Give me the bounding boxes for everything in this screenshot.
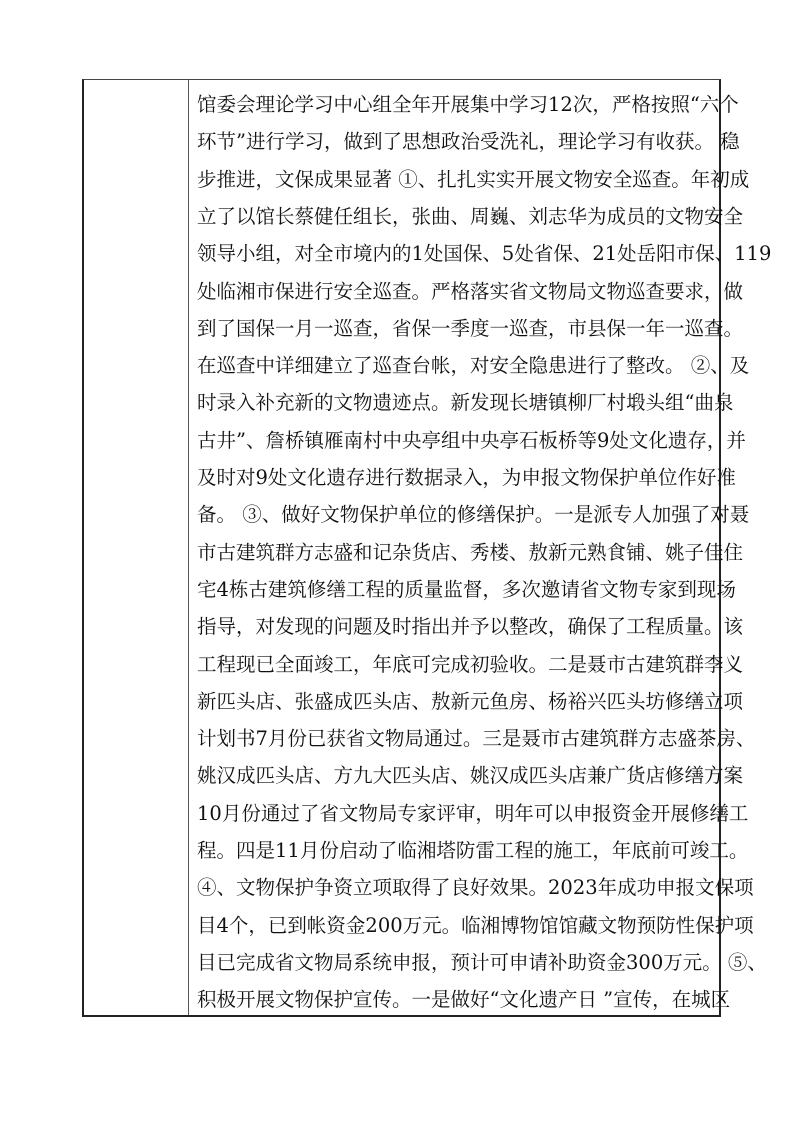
- document-table: [82, 79, 772, 1017]
- text-line: 工程现已全面竣工，年底可完成初验收。二是聂市古建筑群李义: [197, 652, 744, 676]
- text-line: 宅4栋古建筑修缮工程的质量监督，多次邀请省文物专家到现场: [197, 577, 736, 601]
- text-line: 新匹头店、张盛成匹头店、敖新元鱼房、杨裕兴匹头坊修缮立项: [197, 689, 744, 713]
- text-line: 市古建筑群方志盛和记杂货店、秀楼、敖新元熟食铺、姚子佳住: [197, 540, 744, 564]
- table-right-cell: [189, 80, 772, 1015]
- text-line: 备。 ③、做好文物保护单位的修缮保护。一是派专人加强了对聂: [197, 503, 750, 527]
- text-line: 计划书7月份已获省文物局通过。三是聂市古建筑群方志盛茶房、: [197, 727, 756, 751]
- text-line: 步推进，文保成果显著 ①、扎扎实实开展文物安全巡查。年初成: [197, 167, 750, 191]
- table-left-cell: [84, 80, 189, 1015]
- text-line: 目4个，已到帐资金200万元。临湘博物馆馆藏文物预防性保护项: [197, 913, 754, 937]
- text-line: 处临湘市保进行安全巡查。严格落实省文物局文物巡查要求，做: [197, 279, 744, 303]
- text-line: 在巡查中详细建立了巡查台帐，对安全隐患进行了整改。 ②、及: [197, 354, 750, 378]
- text-line: 到了国保一月一巡查，省保一季度一巡查，市县保一年一巡查。: [197, 316, 744, 340]
- text-line: 立了以馆长蔡健任组长，张曲、周巍、刘志华为成员的文物安全: [197, 204, 744, 228]
- text-line: 及时对9处文化遗存进行数据录入，为申报文物保护单位作好准: [197, 466, 736, 489]
- text-line: 指导，对发现的问题及时指出并予以整改，确保了工程质量。该: [197, 615, 744, 639]
- text-line: 程。四是11月份启动了临湘塔防雷工程的施工，年底前可竣工。: [197, 839, 749, 862]
- text-line: 古井”、詹桥镇雁南村中央亭组中央亭石板桥等9处文化遗存，并: [197, 428, 746, 452]
- text-line: 10月份通过了省文物局专家评审，明年可以申报资金开展修缮工: [197, 801, 749, 825]
- text-line: 领导小组，对全市境内的1处国保、5处省保、21处岳阳市保、119: [197, 242, 772, 266]
- text-line: 环节”进行学习，做到了思想政治受洗礼，理论学习有收获。 稳: [197, 130, 740, 154]
- text-line: 目已完成省文物局系统申报，预计可申请补助资金300万元。 ⑤、: [197, 950, 767, 974]
- text-line: 姚汉成匹头店、方九大匹头店、姚汉成匹头店兼广货店修缮方案: [197, 764, 744, 788]
- text-line: ④、文物保护争资立项取得了良好效果。2023年成功申报文保项: [197, 876, 754, 900]
- text-line: 积极开展文物保护宣传。一是做好“文化遗产日 ”宣传，在城区: [197, 988, 731, 1012]
- text-line: 馆委会理论学习中心组全年开展集中学习12次，严格按照“六个: [197, 93, 739, 116]
- text-line: 时录入补充新的文物遗迹点。新发现长塘镇柳厂村塅头组“曲泉: [197, 391, 734, 415]
